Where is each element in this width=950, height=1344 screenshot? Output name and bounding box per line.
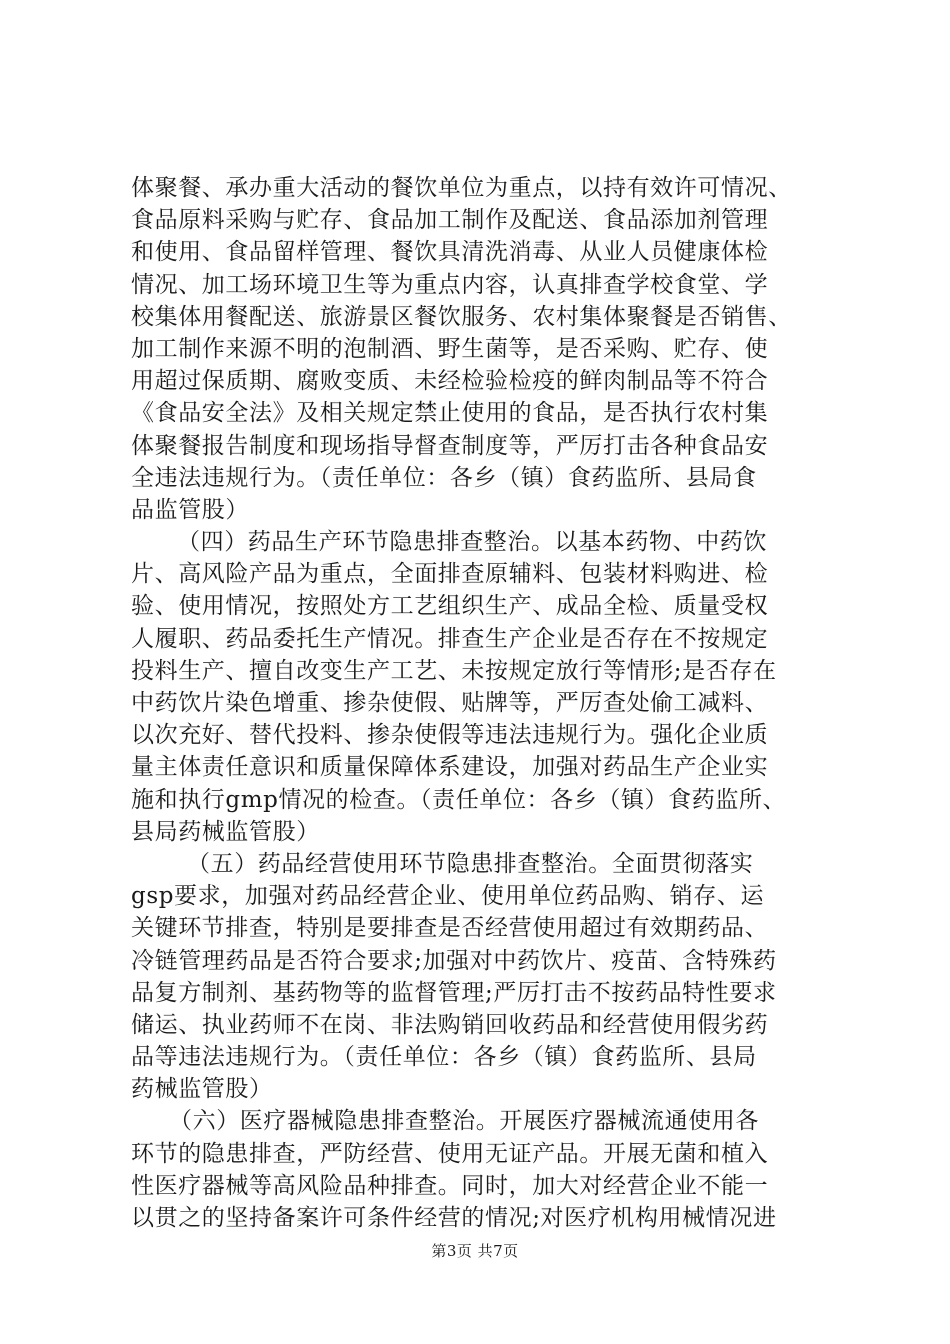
text-line: 情况、加工场环境卫生等为重点内容，认真排查学校食堂、学	[131, 271, 769, 298]
text-line: （四）药品生产环节隐患排查整治。以基本药物、中药饮	[177, 529, 767, 556]
text-line: （五）药品经营使用环节隐患排查整治。全面贯彻落实	[187, 850, 754, 877]
text-line: 品复方制剂、基药物等的监督管理;严厉打击不按药品特性要求	[131, 979, 777, 1006]
text-line: 中药饮片染色增重、掺杂使假、贴牌等，严厉查处偷工减料、	[131, 690, 769, 716]
text-line: 储运、执业药师不在岗、非法购销回收药品和经营使用假劣药	[131, 1011, 769, 1038]
text-line: 体聚餐报告制度和现场指导督查制度等，严厉打击各种食品安	[131, 432, 769, 459]
text-line: 性医疗器械等高风险品种排查。同时，加大对经营企业不能一	[131, 1172, 769, 1199]
text-line: 品监管股）	[131, 496, 249, 523]
text-line: 《食品安全法》及相关规定禁止使用的食品，是否执行农村集	[131, 400, 769, 427]
text-line: 和使用、食品留样管理、餐饮具清洗消毒、从业人员健康体检	[131, 239, 769, 266]
text-line: 药械监管股）	[131, 1076, 273, 1103]
text-line: 食品原料采购与贮存、食品加工制作及配送、食品添加剂管理	[131, 207, 769, 234]
text-line: 县局药械监管股）	[131, 818, 320, 845]
text-line: 片、高风险产品为重点，全面排查原辅料、包装材料购进、检	[131, 561, 769, 588]
text-line: 验、使用情况，按照处方工艺组织生产、成品全检、质量受权	[131, 593, 769, 620]
text-line: 以次充好、替代投料、掺杂使假等违法违规行为。强化企业质	[131, 722, 769, 749]
text-line: 品等违法违规行为。（责任单位：各乡（镇）食药监所、县局	[131, 1044, 757, 1071]
text-line: 环节的隐患排查，严防经营、使用无证产品。开展无菌和植入	[131, 1140, 769, 1167]
text-line: 量主体责任意识和质量保障体系建设，加强对药品生产企业实	[131, 754, 769, 781]
paragraph-p-5	[131, 848, 831, 1106]
text-line: 施和执行gmp情况的检查。（责任单位：各乡（镇）食药监所、	[131, 786, 787, 813]
text-line: 用超过保质期、腐败变质、未经检验检疫的鲜肉制品等不符合	[131, 368, 769, 395]
page-number: 第3页 共7页	[431, 1242, 519, 1260]
paragraph-p-4	[131, 526, 831, 848]
text-line: 加工制作来源不明的泡制酒、野生菌等，是否采购、贮存、使	[131, 335, 769, 362]
text-line: gsp要求，加强对药品经营企业、使用单位药品购、销存、运	[131, 883, 765, 910]
text-line: 关键环节排查，特别是要排查是否经营使用超过有效期药品、	[131, 915, 769, 942]
text-line: （六）医疗器械隐患排查整治。开展医疗器械流通使用各	[169, 1108, 759, 1135]
paragraph-p-continued	[131, 172, 831, 526]
page-footer	[0, 1240, 950, 1261]
text-line: 体聚餐、承办重大活动的餐饮单位为重点，以持有效许可情况、	[131, 175, 792, 201]
text-line: 人履职、药品委托生产情况。排查生产企业是否存在不按规定	[131, 625, 769, 652]
paragraph-p-6	[131, 1105, 831, 1234]
text-line: 投料生产、擅自改变生产工艺、未按规定放行等情形;是否存在	[131, 657, 777, 684]
text-line: 以贯之的坚持备案许可条件经营的情况;对医疗机构用械情况进	[131, 1205, 777, 1231]
text-line: 冷链管理药品是否符合要求;加强对中药饮片、疫苗、含特殊药	[131, 947, 777, 974]
text-line: 校集体用餐配送、旅游景区餐饮服务、农村集体聚餐是否销售、	[131, 303, 792, 330]
document-body	[131, 172, 831, 1234]
text-line: 全违法违规行为。（责任单位：各乡（镇）食药监所、县局食	[131, 464, 757, 491]
